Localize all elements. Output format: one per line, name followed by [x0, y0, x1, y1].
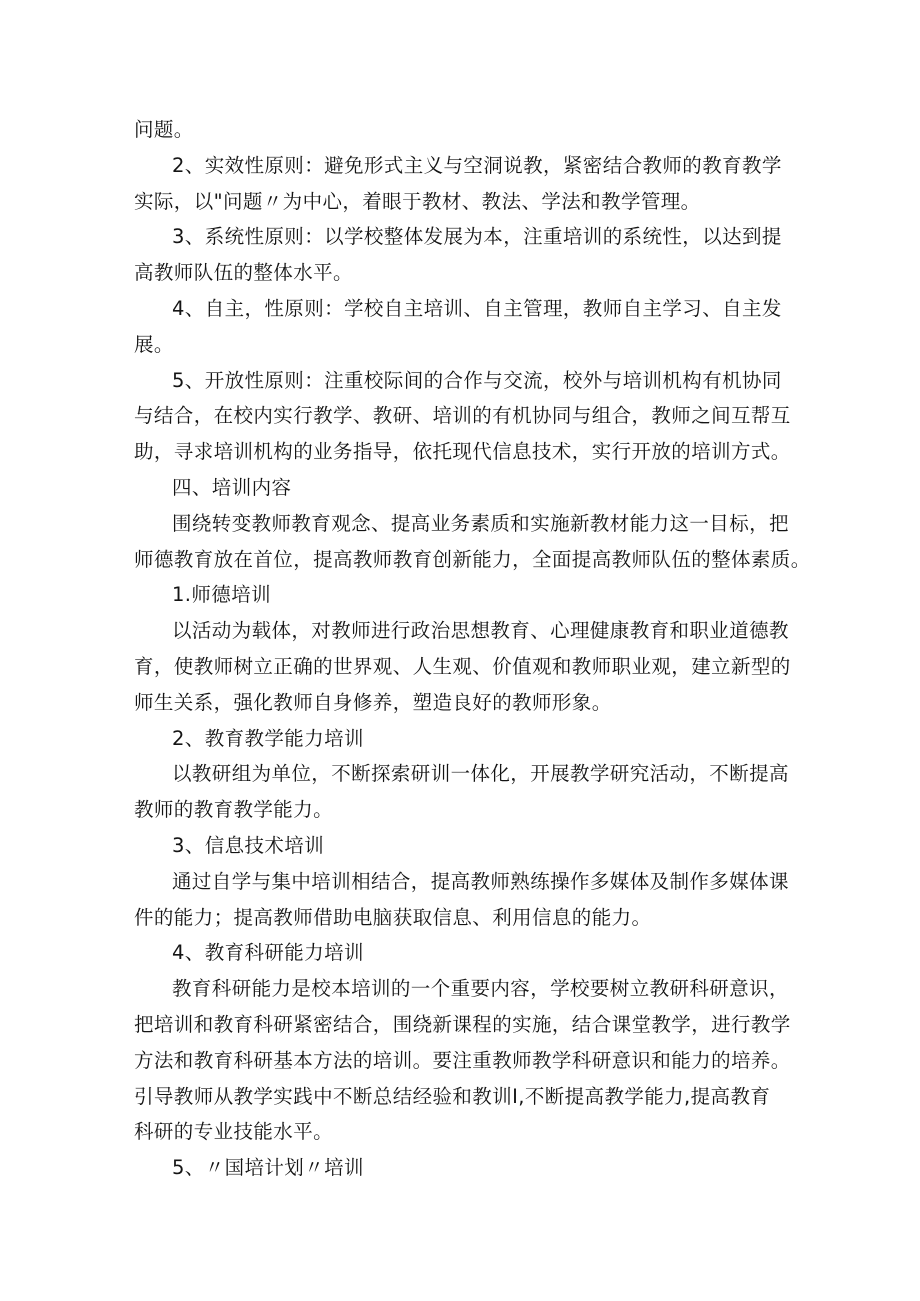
text-line: 实际，以"问题〃为中心，着眼于教材、教法、学法和教学管理。 [134, 189, 701, 213]
subsection-heading: 5、〃国培计划〃培训 [172, 1156, 364, 1180]
text-line: 围绕转变教师教育观念、提高业务素质和实施新教材能力这一目标，把 [172, 511, 789, 535]
document-body [134, 112, 814, 1186]
text-line: 2、实效性原则：避免形式主义与空洞说教，紧密结合教师的教育教学 [172, 153, 782, 177]
text-line: 以教研组为单位，不断探索研训一体化，开展教学研究活动，不断提高 [172, 762, 789, 786]
text-line: 引导教师从教学实践中不断总结经验和教训Ⅰ,不断提高教学能力,提高教育 [134, 1084, 771, 1108]
text-line: 师生关系，强化教师自身修养，塑造良好的教师形象。 [134, 690, 612, 714]
text-line: 件的能力；提高教师借助电脑获取信息、利用信息的能力。 [134, 905, 652, 929]
text-line: 教育科研能力是校本培训的一个重要内容，学校要树立教研科研意识， [172, 977, 789, 1001]
text-line: 把培训和教育科研紧密结合，围绕新课程的实施，结合课堂教学，进行教学 [134, 1012, 791, 1036]
text-line: 科研的专业技能水平。 [134, 1120, 334, 1144]
subsection-heading: 2、教育教学能力培训 [172, 726, 364, 750]
text-line: 5、开放性原则：注重校际间的合作与交流，校外与培训机构有机协同 [172, 368, 782, 392]
subsection-heading: 4、教育科研能力培训 [172, 941, 364, 965]
text-line: 问题。 [134, 118, 194, 141]
text-line: 方法和教育科研基本方法的培训。要注重教师教学科研意识和能力的培养。 [134, 1048, 791, 1072]
text-line: 3、系统性原则：以学校整体发展为本，注重培训的系统性，以达到提 [172, 225, 782, 249]
subsection-heading: 3、信息技术培训 [172, 833, 325, 857]
text-line: 4、自主，性原则：学校自主培训、自主管理，教师自主学习、自主发 [172, 296, 782, 320]
section-heading: 四、培训内容 [172, 475, 292, 499]
text-line: 以活动为载体，对教师进行政治思想教育、心理健康教育和职业道德教 [172, 619, 789, 643]
text-line: 高教师队伍的整体水平。 [134, 261, 353, 285]
subsection-heading: 1.师德培训 [172, 583, 272, 607]
text-line: 助，寻求培训机构的业务指导，依托现代信息技术，实行开放的培训方式。 [134, 440, 791, 464]
text-line: 师德教育放在首位，提高教师教育创新能力，全面提高教师队伍的整体素质。 [134, 547, 811, 571]
text-line: 通过自学与集中培训相结合，提高教师熟练操作多媒体及制作多媒体课 [172, 869, 789, 893]
text-line: 教师的教育教学能力。 [134, 798, 334, 822]
text-line: 与结合，在校内实行教学、教研、培训的有机协同与组合，教师之间互帮互 [134, 404, 791, 428]
text-line: 展。 [134, 332, 174, 356]
text-line: 育，使教师树立正确的世界观、人生观、价值观和教师职业观，建立新型的 [134, 654, 791, 678]
